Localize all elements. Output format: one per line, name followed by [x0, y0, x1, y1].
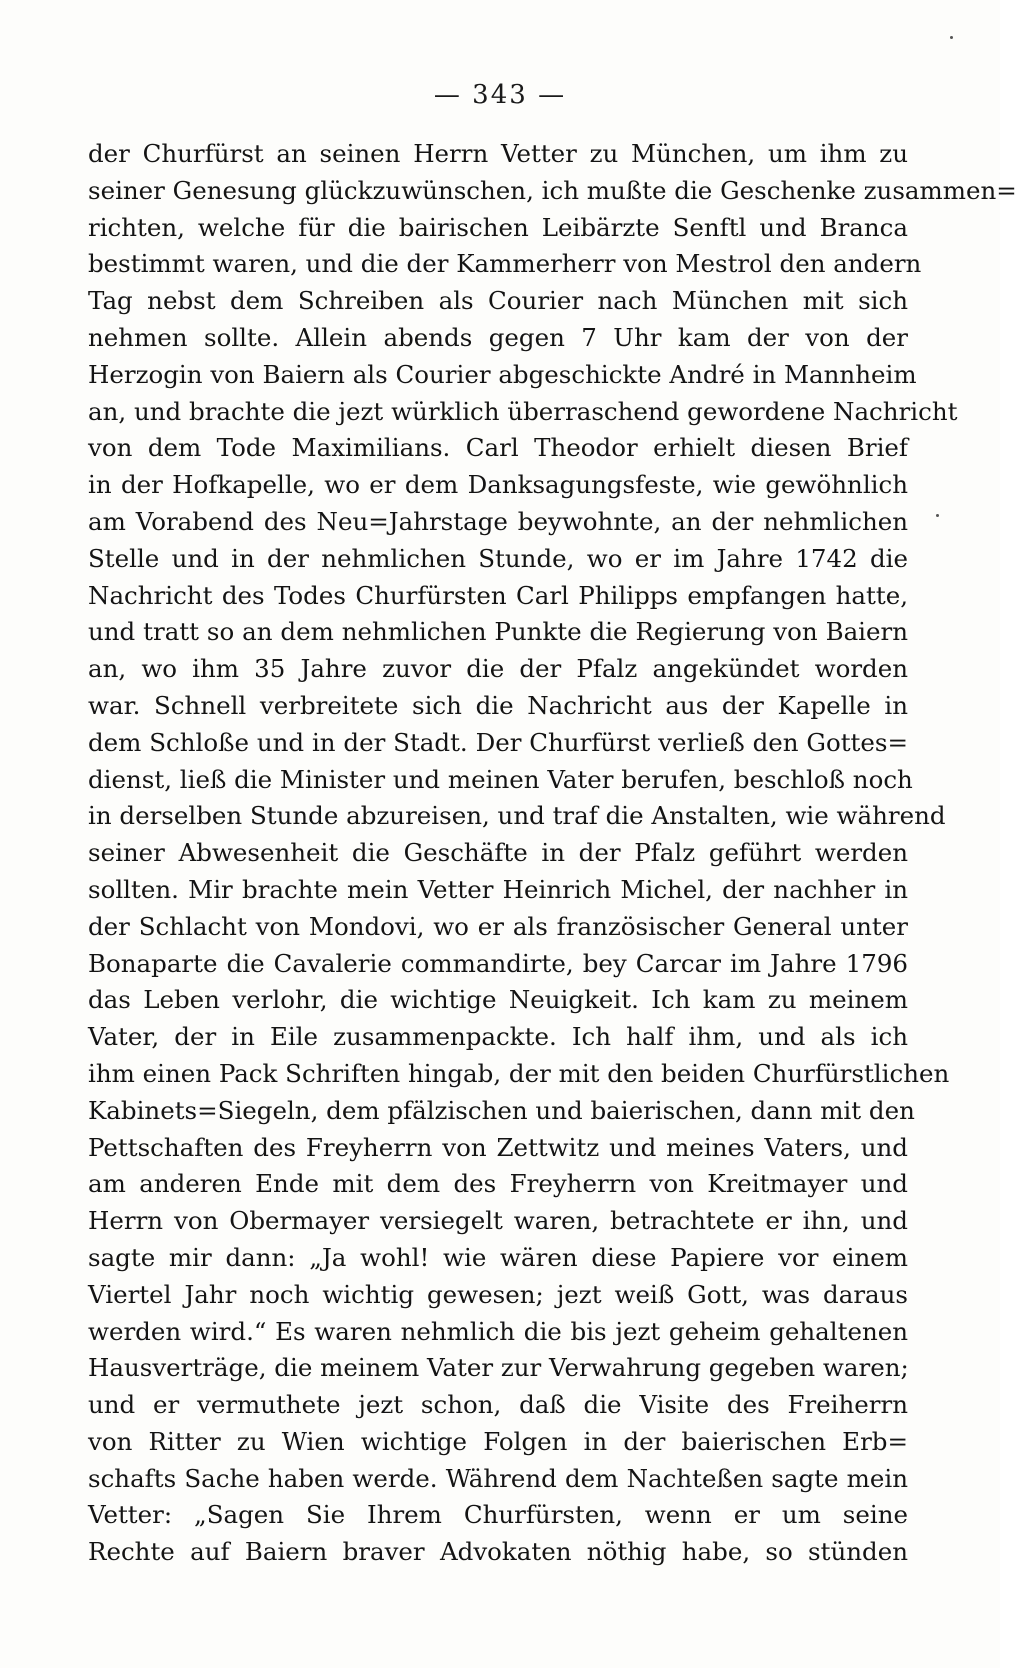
- text-line: richten, welche für die bairischen Leibärzte Senftl und Branca: [88, 212, 908, 242]
- text-line: Nachricht des Todes Churfürsten Carl Philipps empfangen hatte,: [88, 580, 908, 610]
- text-line: Rechte auf Baiern braver Advokaten nöthig habe, so stünden: [88, 1537, 908, 1567]
- text-line: an, wo ihm 35 Jahre zuvor die der Pfalz angekündet worden: [88, 654, 908, 684]
- body-text: [88, 136, 1017, 1571]
- text-line: dienst, ließ die Minister und meinen Vater berufen, beschloß noch: [88, 764, 913, 794]
- text-line: sagte mir dann: „Ja wohl! wie wären diese Papiere vor einem: [88, 1242, 908, 1272]
- text-line: von Ritter zu Wien wichtige Folgen in der baierischen Erb=: [88, 1426, 908, 1456]
- text-line: werden wird.“ Es waren nehmlich die bis jezt geheim gehaltenen: [88, 1316, 908, 1346]
- text-line: Stelle und in der nehmlichen Stunde, wo er im Jahre 1742 die: [88, 543, 908, 573]
- print-speck: [936, 514, 939, 517]
- text-line: seiner Genesung glückzuwünschen, ich mußte die Geschenke zusammen=: [88, 175, 1017, 205]
- text-line: Bonaparte die Cavalerie commandirte, bey Carcar im Jahre 1796: [88, 948, 908, 978]
- text-line: an, und brachte die jezt würklich überraschend gewordene Nachricht: [88, 396, 958, 426]
- text-line: und tratt so an dem nehmlichen Punkte die Regierung von Baiern: [88, 617, 908, 647]
- text-line: Hausverträge, die meinem Vater zur Verwahrung gegeben waren;: [88, 1353, 909, 1383]
- text-line: ihm einen Pack Schriften hingab, der mit den beiden Churfürstlichen: [88, 1058, 950, 1088]
- print-speck: [950, 36, 953, 39]
- text-line: am Vorabend des Neu=Jahrstage beywohnte, an der nehmlichen: [88, 506, 908, 536]
- text-line: bestimmt waren, und die der Kammerherr von Mestrol den andern: [88, 249, 922, 279]
- text-line: Tag nebst dem Schreiben als Courier nach München mit sich: [88, 286, 908, 316]
- text-line: Vater, der in Eile zusammenpackte. Ich half ihm, und als ich: [88, 1022, 908, 1052]
- text-line: der Schlacht von Mondovi, wo er als französischer General unter: [88, 911, 908, 941]
- text-line: schafts Sache haben werde. Während dem Nachteßen sagte mein: [88, 1463, 908, 1493]
- text-line: sollten. Mir brachte mein Vetter Heinrich Michel, der nachher in: [88, 874, 908, 904]
- text-line: in der Hofkapelle, wo er dem Danksagungsfeste, wie gewöhnlich: [88, 470, 908, 500]
- text-line: Kabinets=Siegeln, dem pfälzischen und baierischen, dann mit den: [88, 1095, 915, 1125]
- text-line: Vetter: „Sagen Sie Ihrem Churfürsten, wenn er um seine: [88, 1500, 908, 1530]
- text-line: in derselben Stunde abzureisen, und traf die Anstalten, wie während: [88, 801, 946, 831]
- text-line: Pettschaften des Freyherrn von Zettwitz und meines Vaters, und: [88, 1132, 908, 1162]
- text-line: Herrn von Obermayer versiegelt waren, betrachtete er ihn, und: [88, 1206, 908, 1236]
- text-line: am anderen Ende mit dem des Freyherrn von Kreitmayer und: [88, 1169, 908, 1199]
- text-line: nehmen sollte. Allein abends gegen 7 Uhr kam der von der: [88, 322, 908, 352]
- text-line: Herzogin von Baiern als Courier abgeschickte André in Mannheim: [88, 359, 917, 389]
- text-line: das Leben verlohr, die wichtige Neuigkeit. Ich kam zu meinem: [88, 985, 908, 1015]
- text-line: Viertel Jahr noch wichtig gewesen; jezt weiß Gott, was daraus: [88, 1279, 908, 1309]
- page-number: — 343 —: [433, 80, 567, 110]
- text-line: seiner Abwesenheit die Geschäfte in der Pfalz geführt werden: [88, 838, 908, 868]
- text-line: von dem Tode Maximilians. Carl Theodor erhielt diesen Brief: [88, 433, 908, 463]
- text-line: und er vermuthete jezt schon, daß die Visite des Freiherrn: [88, 1390, 908, 1420]
- text-line: der Churfürst an seinen Herrn Vetter zu München, um ihm zu: [88, 139, 908, 168]
- text-line: war. Schnell verbreitete sich die Nachricht aus der Kapelle in: [88, 690, 908, 720]
- text-line: dem Schloße und in der Stadt. Der Churfürst verließ den Gottes=: [88, 727, 908, 757]
